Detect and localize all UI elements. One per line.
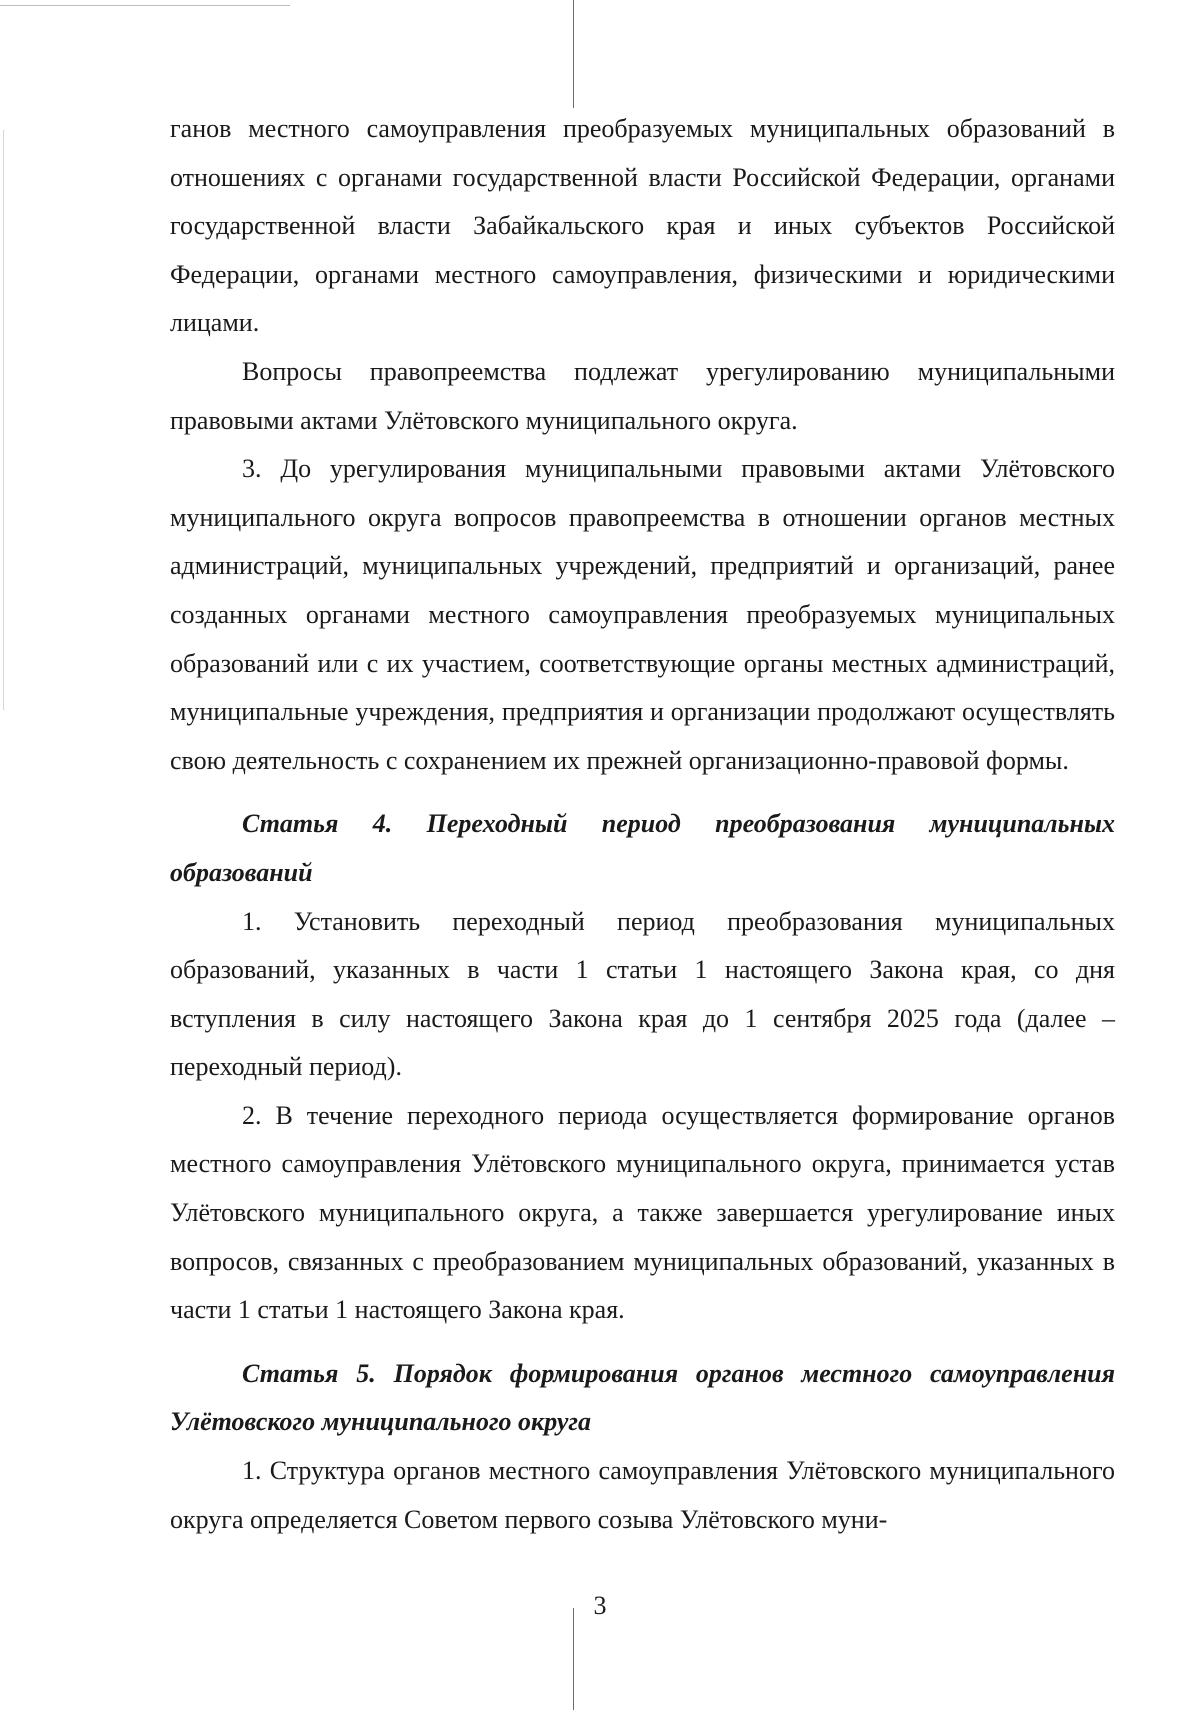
article-4-item-2: 2. В течение переходного периода осуществляется формирование органов местного самоуправления Улётовского муниципального округа, принимается устав Улётовского муниципального округа, а также завершается урегулирование иных вопросов, связанных с преобразованием муниципальных образований, указанных в части 1 статьи 1 настоящего Закона края. xyxy=(170,1100,1115,1325)
scan-artifact-line xyxy=(0,5,290,6)
scan-artifact-line xyxy=(573,1608,574,1710)
paragraph-succession: Вопросы правопреемства подлежат урегулированию муниципальными правовыми актами Улётовского муниципального округа. xyxy=(170,356,1115,435)
article-4-heading: Статья 4. Переходный период преобразования муниципальных образований xyxy=(170,809,1115,887)
document-body xyxy=(170,105,1115,1544)
article-5-item-1: 1. Структура органов местного самоуправления Улётовского муниципального округа определяется Советом первого созыва Улётовского муни- xyxy=(170,1456,1115,1534)
article-4-item-1: 1. Установить переходный период преобразования муниципальных образований, указанных в части 1 статьи 1 настоящего Закона края, со дня вступления в силу настоящего Закона края до 1 сентября 2025 года (далее – переходный период). xyxy=(170,906,1115,1082)
scan-artifact-line xyxy=(3,130,4,710)
paragraph-continuation: ганов местного самоуправления преобразуемых муниципальных образований в отношениях с органами государственной власти Российской Федерации, органами государственной власти Забайкальского края и иных субъектов Российской Федерации, органами местного самоуправления, физическими и юридическими лицами. xyxy=(170,114,1115,338)
page-number: 3 xyxy=(593,1591,607,1620)
article-5-heading: Статья 5. Порядок формирования органов местного самоуправления Улётовского муниципального округа xyxy=(170,1358,1115,1437)
scan-artifact-line xyxy=(573,0,574,108)
paragraph-item-3: 3. До урегулирования муниципальными правовыми актами Улётовского муниципального округа вопросов правопреемства в отношении органов местных администраций, муниципальных учреждений, предприятий и организаций, ранее созданных органами местного самоуправления преобразуемых муниципальных образований или с их участием, соответствующие органы местных администраций, муниципальные учреждения, предприятия и организации продолжают осуществлять свою деятельность с сохранением их прежней организационно-правовой формы. xyxy=(170,454,1115,775)
